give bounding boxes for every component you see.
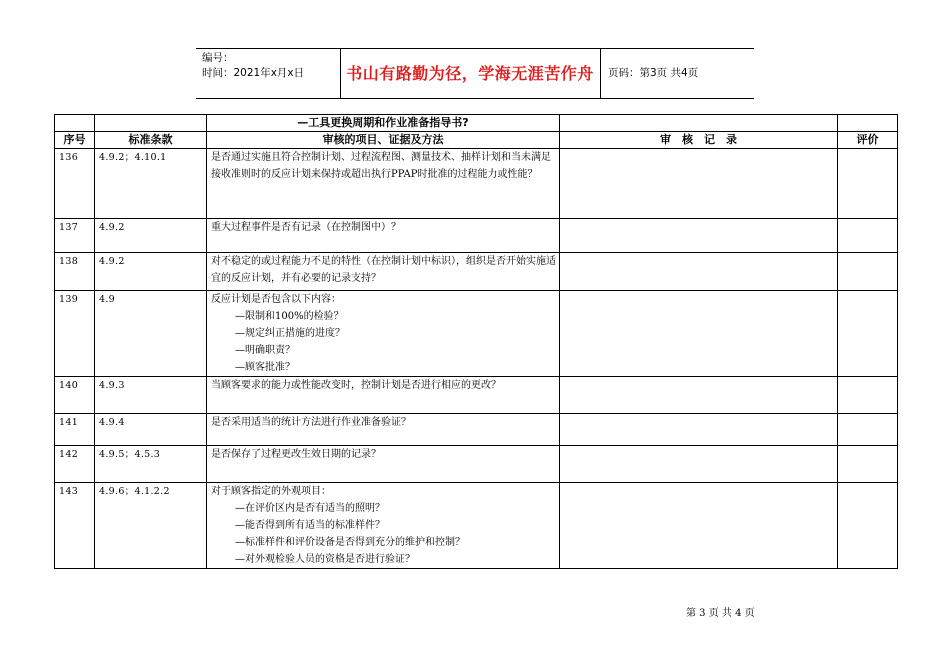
row-clause: 4.9.6；4.1.2.2 [95, 483, 207, 569]
audit-item-text: 是否采用适当的统计方法进行作业准备验证？ [211, 417, 411, 428]
column-header-item: 审核的项目、证据及方法 [207, 132, 560, 149]
row-record-cell[interactable] [560, 149, 838, 219]
audit-item-text: 反应计划是否包含以下内容： [211, 294, 341, 305]
row-record-cell[interactable] [560, 253, 838, 291]
row-number: 138 [55, 253, 95, 291]
audit-item-text: 是否保存了过程更改生效日期的记录？ [211, 449, 381, 460]
row-number: 139 [55, 291, 95, 377]
table-row [55, 377, 898, 414]
table-row [55, 149, 898, 219]
row-eval-cell[interactable] [838, 446, 898, 483]
table-row [55, 414, 898, 446]
header-meta [202, 51, 336, 95]
row-eval-cell[interactable] [838, 253, 898, 291]
row-audit-item [207, 483, 560, 569]
row-eval-cell[interactable] [838, 483, 898, 569]
row-number: 142 [55, 446, 95, 483]
row-clause: 4.9.2 [95, 253, 207, 291]
row-eval-cell[interactable] [838, 291, 898, 377]
audit-item-text: 对不稳定的或过程能力不足的特性（在控制计划中标识），组织是否开始实施适宜的反应计划，并有必要的记录支持？ [211, 256, 556, 284]
column-header-eval: 评价 [838, 132, 898, 149]
header-motto: 书山有路勤为径，学海无涯苦作舟 [346, 64, 594, 83]
number-label: 编号： [202, 52, 234, 64]
row-record-cell[interactable] [560, 377, 838, 414]
table-title-row [55, 115, 898, 132]
audit-item-text: 当顾客要求的能力或性能改变时，控制计划是否进行相应的更改？ [211, 380, 501, 391]
row-record-cell[interactable] [560, 414, 838, 446]
audit-sub-item: —对外观检验人员的资格是否进行验证？ [235, 554, 415, 565]
row-audit-item [207, 377, 560, 414]
row-audit-item [207, 414, 560, 446]
row-eval-cell[interactable] [838, 414, 898, 446]
audit-sub-item: —在评价区内是否有适当的照明？ [235, 503, 385, 514]
audit-sub-item: —顾客批准？ [235, 362, 295, 373]
row-number: 141 [55, 414, 95, 446]
row-audit-item [207, 219, 560, 253]
column-header-clause: 标准条款 [95, 132, 207, 149]
row-record-cell[interactable] [560, 446, 838, 483]
time-label: 时间：2021年x月x日 [202, 67, 305, 79]
row-number: 143 [55, 483, 95, 569]
document-header [196, 48, 754, 99]
row-clause: 4.9.2；4.10.1 [95, 149, 207, 219]
row-record-cell[interactable] [560, 219, 838, 253]
header-divider [600, 49, 601, 98]
audit-checklist-table [54, 114, 898, 569]
table-row [55, 291, 898, 377]
row-number: 140 [55, 377, 95, 414]
header-divider [340, 49, 341, 98]
row-eval-cell[interactable] [838, 149, 898, 219]
row-clause: 4.9 [95, 291, 207, 377]
row-number: 137 [55, 219, 95, 253]
table-row [55, 483, 898, 569]
row-audit-item [207, 149, 560, 219]
row-audit-item [207, 253, 560, 291]
table-row [55, 253, 898, 291]
row-eval-cell[interactable] [838, 219, 898, 253]
audit-item-text: 是否通过实施且符合控制计划、过程流程图、测量技术、抽样计划和当未满足接收准则时的反应计划来保持或超出执行PPAP时批准的过程能力或性能？ [211, 152, 551, 180]
table-row [55, 446, 898, 483]
table-row [55, 219, 898, 253]
audit-sub-item: —限制和100%的检验？ [235, 311, 344, 322]
header-page-label: 页码：第3页 共4页 [608, 67, 699, 79]
column-header-no: 序号 [55, 132, 95, 149]
row-eval-cell[interactable] [838, 377, 898, 414]
row-clause: 4.9.5；4.5.3 [95, 446, 207, 483]
table-header-row [55, 132, 898, 149]
audit-sub-item: —明确职责？ [235, 345, 295, 356]
row-clause: 4.9.3 [95, 377, 207, 414]
audit-sub-item: —标准样件和评价设备是否得到充分的维护和控制？ [235, 537, 465, 548]
row-audit-item [207, 291, 560, 377]
column-header-record: 审 核 记 录 [560, 132, 838, 149]
audit-item-text: 重大过程事件是否有记录（在控制图中）？ [211, 222, 401, 233]
row-clause: 4.9.4 [95, 414, 207, 446]
row-record-cell[interactable] [560, 291, 838, 377]
row-clause: 4.9.2 [95, 219, 207, 253]
row-record-cell[interactable] [560, 483, 838, 569]
table-title: —工具更换周期和作业准备指导书? [207, 115, 560, 132]
audit-sub-item: —能否得到所有适当的标准样件？ [235, 520, 385, 531]
row-audit-item [207, 446, 560, 483]
page-footer: 第 3 页 共 4 页 [686, 608, 755, 619]
audit-sub-item: —规定纠正措施的进度？ [235, 328, 345, 339]
row-number: 136 [55, 149, 95, 219]
audit-item-text: 对于顾客指定的外观项目： [211, 486, 331, 497]
